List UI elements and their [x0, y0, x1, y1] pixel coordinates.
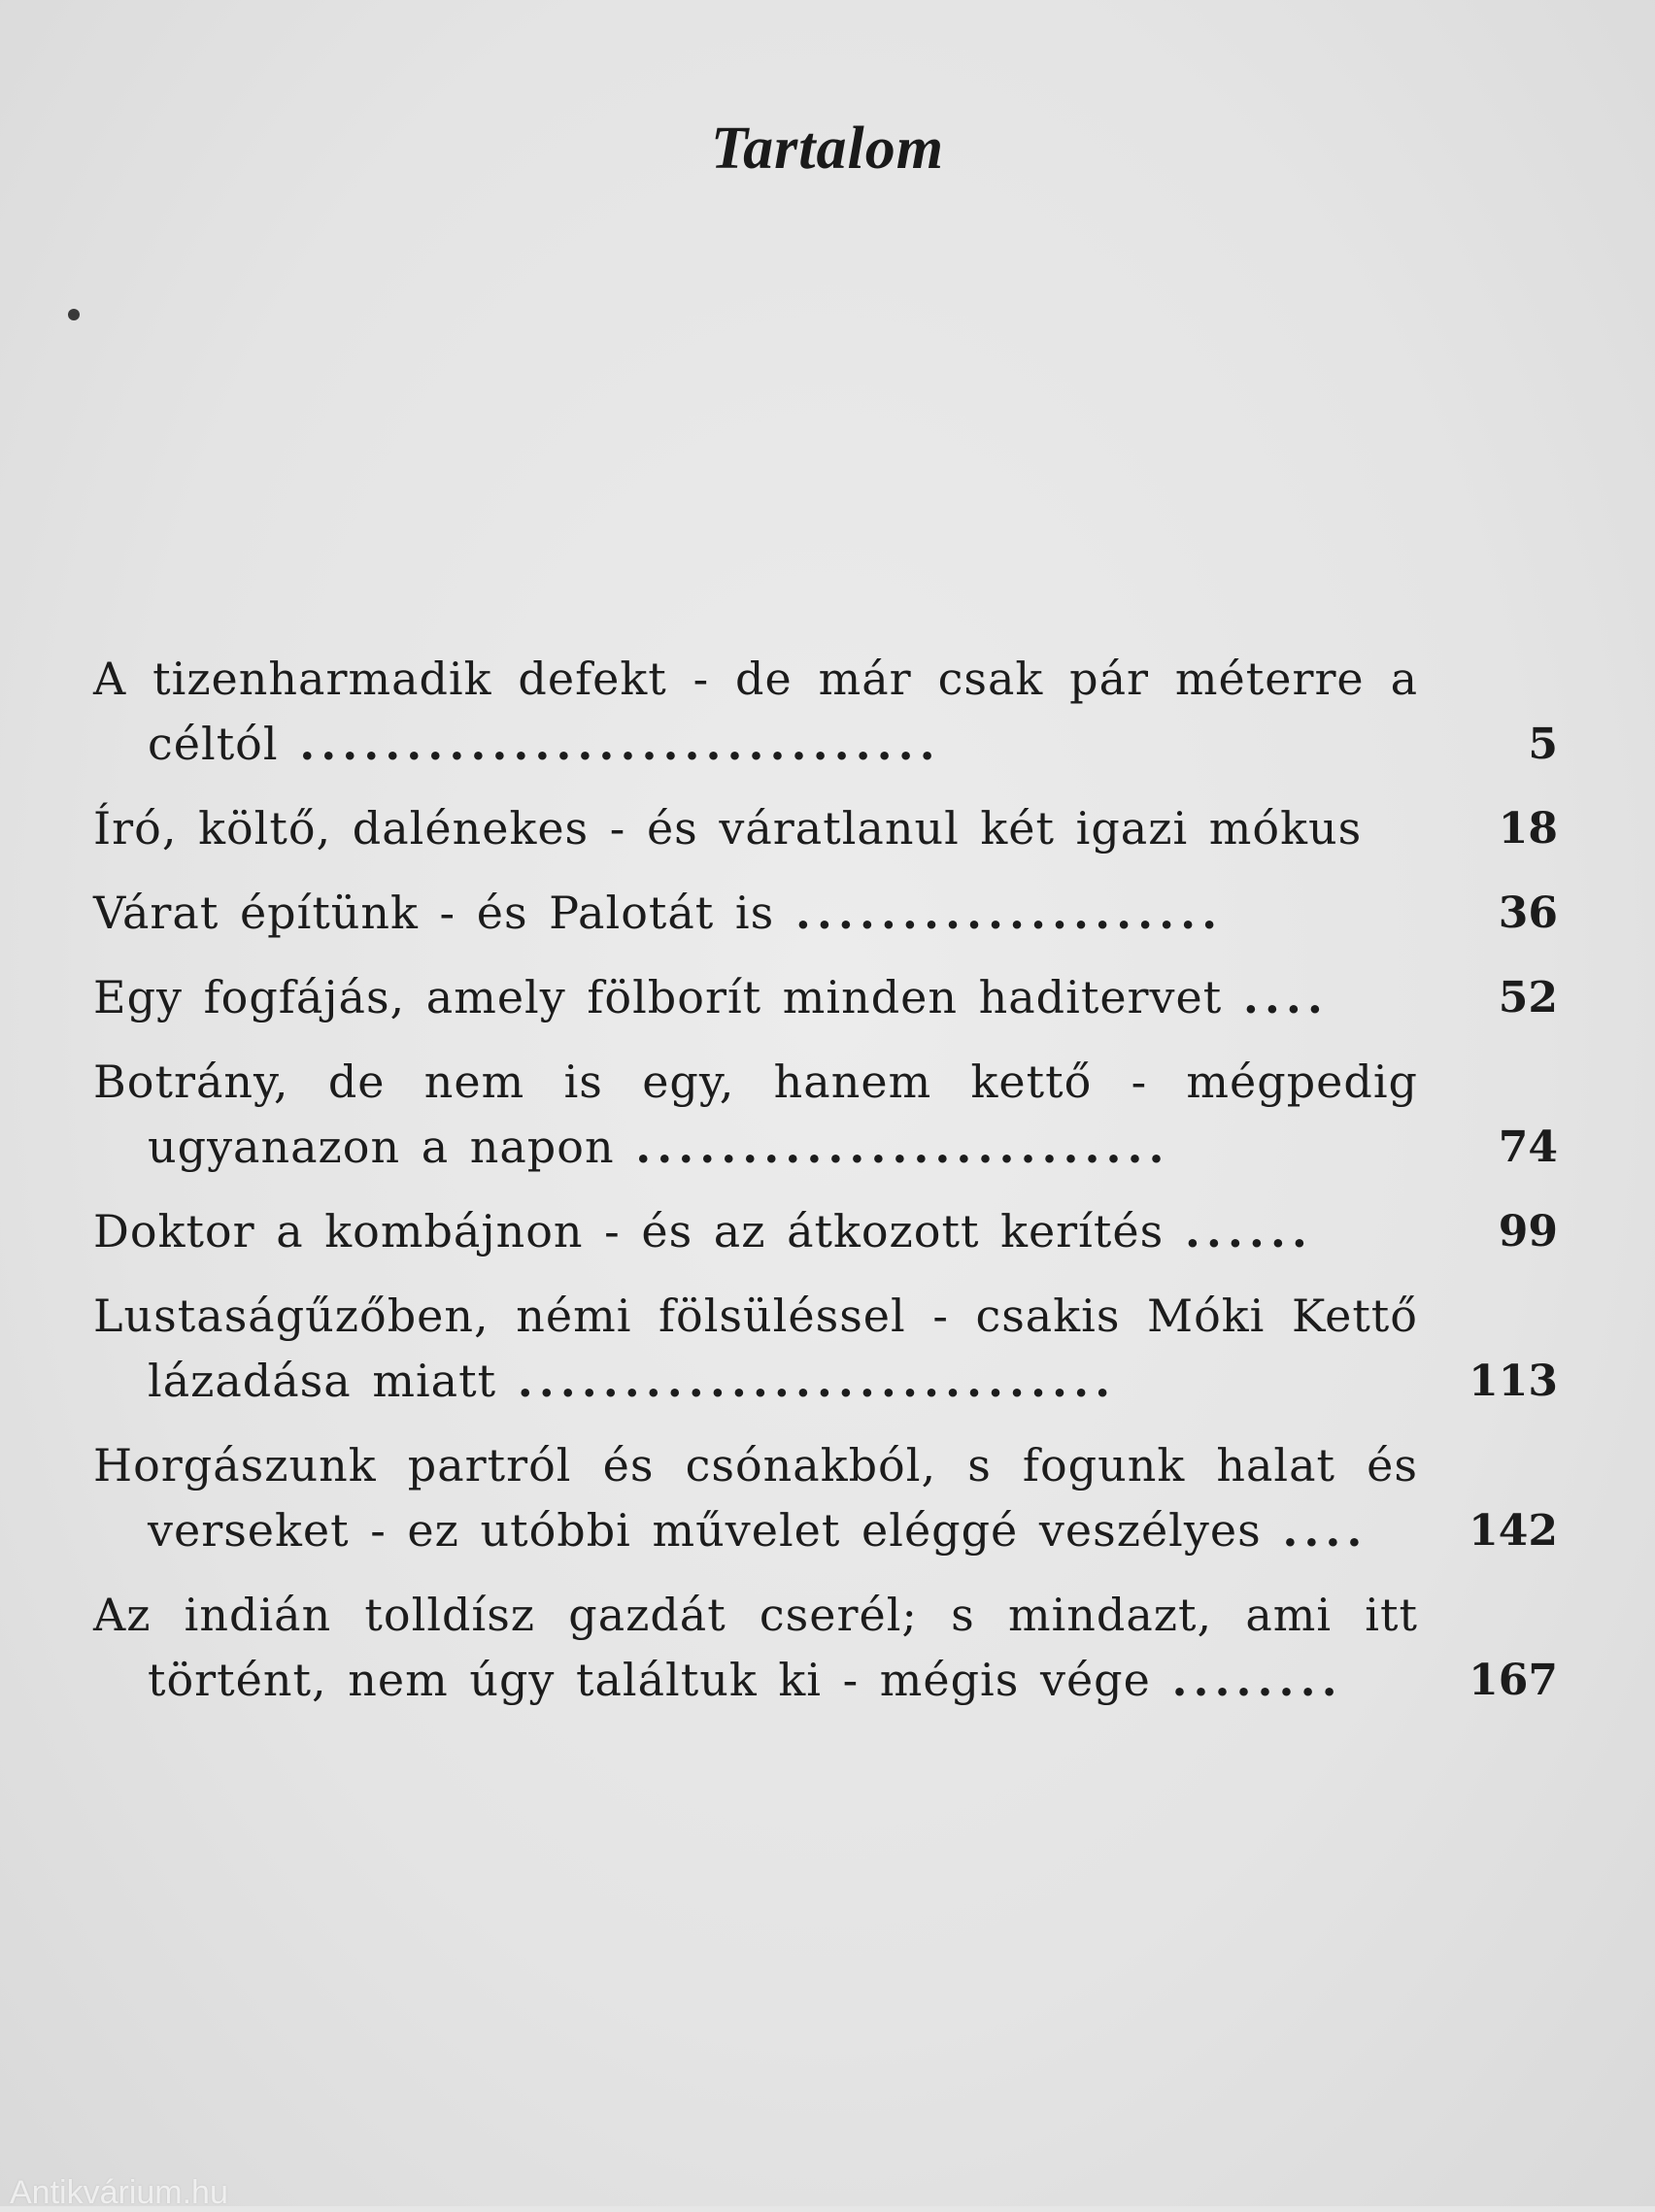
- table-of-contents: [93, 647, 1558, 1732]
- toc-entry-title: A tizenharmadik defekt - de már csak pár méterre a céltól ..............................: [93, 653, 1418, 770]
- watermark: Antikvárium.hu: [10, 2174, 228, 2211]
- toc-entry-title: Egy fogfájás, amely fölborít minden haditervet ....: [93, 971, 1329, 1023]
- toc-entry-page: 99: [1498, 1207, 1558, 1257]
- toc-entry-page: 113: [1469, 1357, 1558, 1406]
- toc-entry: [93, 881, 1558, 946]
- toc-entry-title: Várat építünk - és Palotát is ....................: [93, 887, 1224, 939]
- toc-entry-title: Botrány, de nem is egy, hanem kettő - mégpedig ugyanazon a napon .........................: [93, 1056, 1418, 1173]
- toc-entry: [93, 1199, 1558, 1264]
- toc-entry-page: 36: [1498, 888, 1558, 938]
- toc-entry-page: 167: [1469, 1656, 1558, 1705]
- toc-entry: [93, 965, 1558, 1030]
- toc-entry-title: Az indián tolldísz gazdát cserél; s mindazt, ami itt történt, nem úgy találtuk ki - mégis vége ........: [93, 1589, 1418, 1706]
- toc-entry-page: 5: [1528, 720, 1558, 769]
- toc-entry: [93, 1433, 1558, 1563]
- toc-entry: [93, 1050, 1558, 1180]
- toc-entry-page: 142: [1469, 1506, 1558, 1556]
- toc-entry-title: Lustaságűzőben, némi fölsüléssel - csakis Móki Kettő lázadása miatt ............................: [93, 1290, 1418, 1407]
- toc-entry: [93, 796, 1558, 861]
- toc-entry: [93, 647, 1558, 777]
- toc-entry: [93, 1583, 1558, 1713]
- toc-entry-page: 74: [1498, 1123, 1558, 1172]
- toc-entry-page: 18: [1498, 804, 1558, 854]
- ink-speck: [68, 309, 80, 320]
- toc-entry-title: Horgászunk partról és csónakból, s fogunk halat és verseket - ez utóbbi művelet eléggé veszélyes ....: [93, 1439, 1418, 1557]
- toc-entry-title: Író, költő, dalénekes - és váratlanul két igazi mókus: [93, 802, 1363, 855]
- toc-entry-title: Doktor a kombájnon - és az átkozott kerítés ......: [93, 1205, 1313, 1257]
- toc-entry: [93, 1284, 1558, 1414]
- page-title: Tartalom: [711, 116, 944, 182]
- toc-entry-page: 52: [1498, 973, 1558, 1022]
